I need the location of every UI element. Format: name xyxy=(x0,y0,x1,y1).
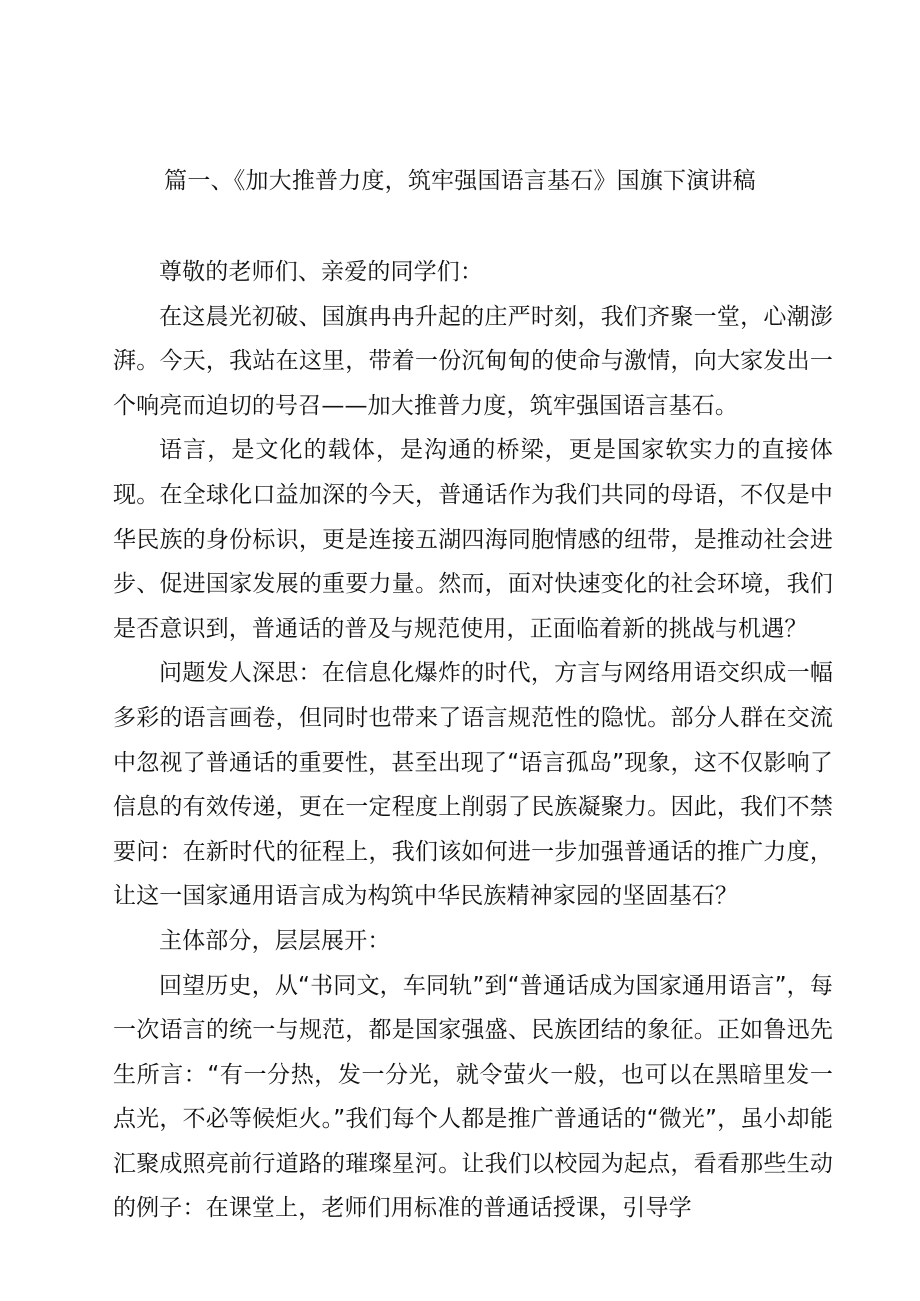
paragraph-language-importance: 语言，是文化的载体，是沟通的桥梁，更是国家软实力的直接体现。在全球化口益加深的今天，普通话作为我们共同的母语，不仅是中华民族的身份标识，更是连接五湖四海同胞情感的纽带，是推动社会进步、促进国家发展的重要力量。然而，面对快速变化的社会环境，我们是否意识到，普通话的普及与规范使用，正面临着新的挑战与机遇？ xyxy=(113,437,833,642)
paragraph-main-heading: 主体部分，层层展开： xyxy=(159,927,391,954)
paragraph-problem: 问题发人深思：在信息化爆炸的时代，方言与网络用语交织成一幅多彩的语言画卷，但同时也带来了语言规范性的隐忧。部分人群在交流中忽视了普通话的重要性，甚至出现了“语言孤岛”现象，这不仅影响了信息的有效传递，更在一定程度上削弱了民族凝聚力。因此，我们不禁要问：在新时代的征程上，我们该如何进一步加强普通话的推广力度，让这一国家通用语言成为构筑中华民族精神家园的坚固基石？ xyxy=(113,660,833,910)
paragraph-history: 回望历史，从“书同文，车同轨”到“普通话成为国家通用语言”，每一次语言的统一与规范，都是国家强盛、民族团结的象征。正如鲁迅先生所言：“有一分热，发一分光，就令萤火一般，也可以在黑暗里发一点光，不必等候炬火。”我们每个人都是推广普通话的“微光”，虽小却能汇聚成照亮前行道路的璀璨星河。让我们以校园为起点，看看那些生动的例子：在课堂上，老师们用标准的普通话授课，引导学 xyxy=(113,972,833,1222)
document-body xyxy=(113,250,833,1231)
paragraph-greeting: 尊敬的老师们、亲爱的同学们： xyxy=(159,259,484,285)
document-title: 篇一、《加大推普力度，筑牢强国语言基石》国旗下演讲稿 xyxy=(164,168,756,194)
paragraph-opening: 在这晨光初破、国旗冉冉升起的庄严时刻，我们齐聚一堂，心潮澎湃。今天，我站在这里，带着一份沉甸甸的使命与激情，向大家发出一个响亮而迫切的号召——加大推普力度，筑牢强国语言基石。 xyxy=(113,303,833,419)
